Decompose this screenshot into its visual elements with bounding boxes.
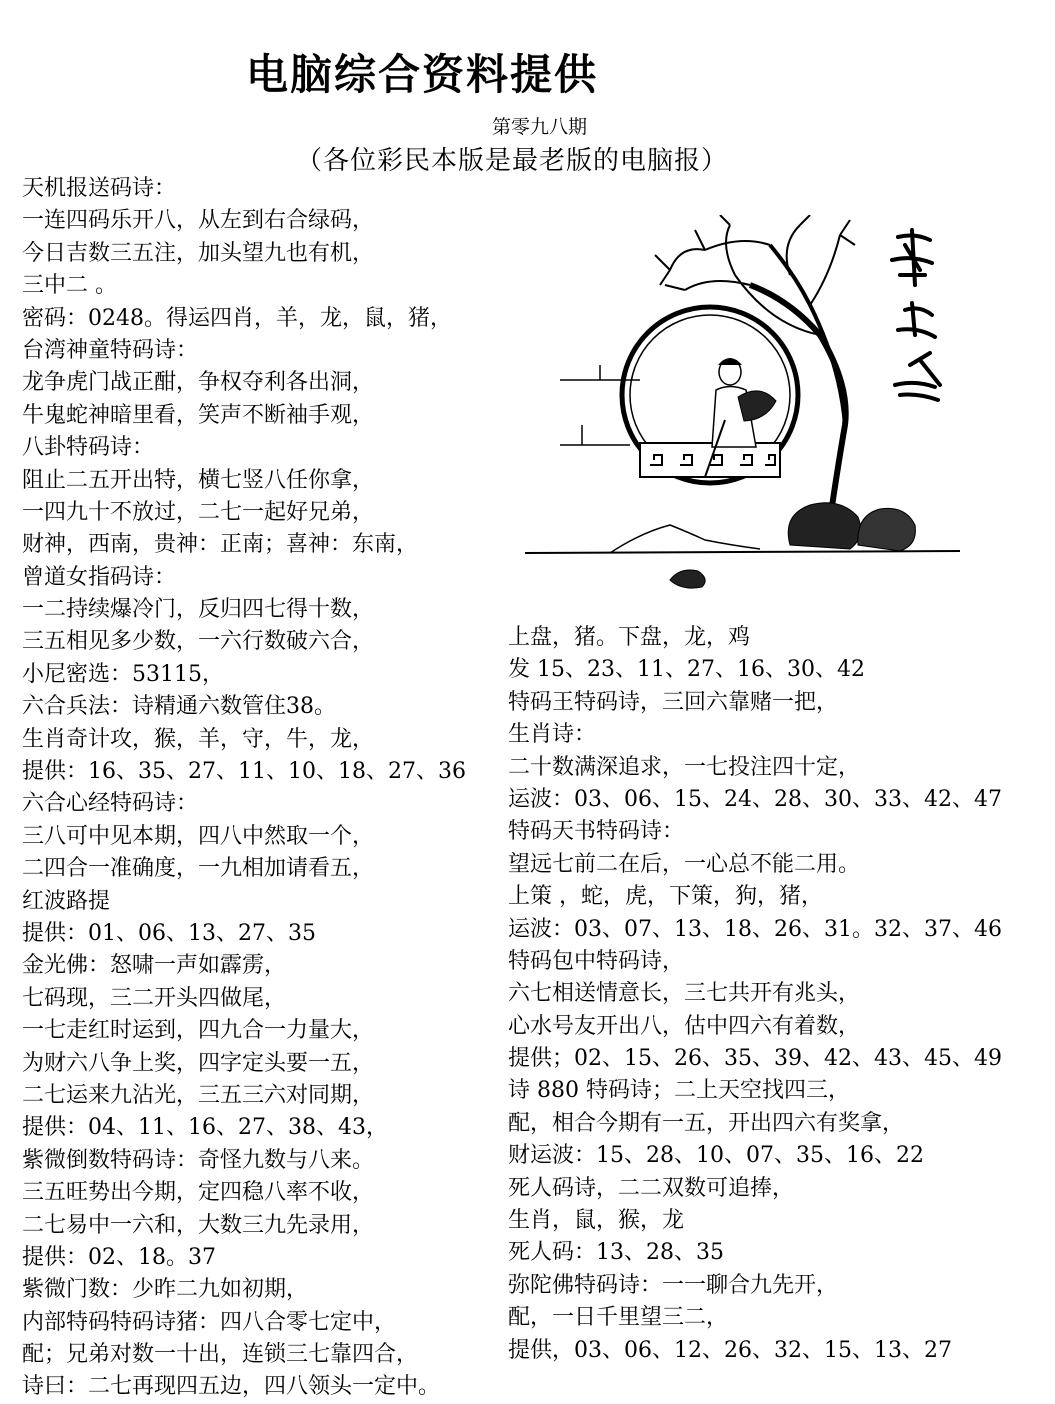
text-line: 三中二 。 bbox=[22, 273, 117, 299]
ink-drawing-illustration bbox=[520, 215, 960, 615]
text-line: 金光佛：怒啸一声如霹雳， bbox=[22, 953, 287, 979]
text-line: 望远七前二在后，一心总不能二用。 bbox=[508, 851, 861, 877]
text-line: 提供：02、18。37 bbox=[22, 1244, 216, 1270]
text-line: 牛鬼蛇神暗里看，笑声不断袖手观， bbox=[22, 402, 375, 428]
text-line: 台湾神童特码诗： bbox=[22, 337, 199, 363]
text-line: 天机报送码诗： bbox=[22, 176, 177, 201]
text-line: 死人码：13、28、35 bbox=[508, 1240, 724, 1266]
text-line: 诗 880 特码诗；二上天空找四三， bbox=[508, 1078, 850, 1104]
text-line: 二七易中一六和，大数三九先录用， bbox=[22, 1212, 375, 1238]
issue-number: 第零九八期 bbox=[492, 116, 588, 138]
text-line: 配，一日千里望三二， bbox=[508, 1305, 729, 1331]
text-line: 提供：04、11、16、27、38、43， bbox=[22, 1115, 388, 1141]
text-line: 一连四码乐开八，从左到右合绿码， bbox=[22, 208, 375, 234]
text-line: 阻止二五开出特，横七竖八任你拿， bbox=[22, 467, 375, 493]
text-line: 六合兵法：诗精通六数管住38。 bbox=[22, 694, 336, 720]
text-line: 上盘，猪。下盘，龙，鸡 bbox=[508, 625, 751, 650]
text-line: 配，相合今期有一五，开出四六有奖拿， bbox=[508, 1110, 905, 1136]
calligraphy-signature-icon bbox=[892, 230, 940, 400]
text-line: 特码天书特码诗： bbox=[508, 819, 685, 845]
text-line: 特码王特码诗，三回六靠赌一把， bbox=[508, 689, 839, 715]
page-title: 电脑综合资料提供 bbox=[246, 50, 599, 99]
text-line: 生肖，鼠，猴，龙 bbox=[508, 1208, 685, 1234]
text-line: 八卦特码诗： bbox=[22, 435, 155, 461]
text-line: 特码包中特码诗， bbox=[508, 948, 685, 974]
right-column bbox=[508, 622, 1048, 1367]
text-line: 发 15、23、11、27、16、30、42 bbox=[508, 657, 865, 683]
text-line: 七码现，三二开头四做尾， bbox=[22, 985, 287, 1011]
subtitle: （各位彩民本版是最老版的电脑报） bbox=[296, 146, 729, 176]
text-line: 三五相见多少数，一六行数破六合， bbox=[22, 629, 375, 655]
text-line: 一七走红时运到，四九合一力量大， bbox=[22, 1018, 375, 1044]
text-line: 一二持续爆冷门，反归四七得十数， bbox=[22, 597, 375, 623]
text-line: 死人码诗，二二双数可追捧， bbox=[508, 1175, 795, 1201]
hill-outline bbox=[610, 525, 760, 553]
text-line: 紫微倒数特码诗：奇怪九数与八来。 bbox=[22, 1147, 375, 1173]
text-line: 红波路提 bbox=[22, 888, 111, 914]
text-line: 一四九十不放过，二七一起好兄弟， bbox=[22, 499, 375, 525]
text-line: 六七相送情意长，三七共开有兆头， bbox=[508, 981, 861, 1007]
text-line: 生肖奇计攻，猴，羊，守，牛，龙， bbox=[22, 726, 375, 752]
text-line: 曾道女指码诗： bbox=[22, 564, 177, 590]
text-line: 运波：03、07、13、18、26、31。32、37、46 bbox=[508, 916, 1002, 942]
rocks bbox=[670, 503, 915, 588]
text-line: 为财六八争上奖，四字定头要一五， bbox=[22, 1050, 375, 1076]
text-line: 三五旺势出今期，定四稳八率不收， bbox=[22, 1180, 375, 1206]
text-line: 财运波：15、28、10、07、35、16、22 bbox=[508, 1143, 924, 1169]
text-line: 三八可中见本期，四八中然取一个， bbox=[22, 823, 375, 849]
text-line: 心水号友开出八，估中四六有着数， bbox=[508, 1013, 861, 1039]
text-line: 二七运来九沾光，三五三六对同期， bbox=[22, 1082, 375, 1108]
ground-line bbox=[525, 551, 960, 553]
text-line: 二四合一准确度，一九相加请看五， bbox=[22, 856, 375, 882]
text-line: 弥陀佛特码诗：一一聊合九先开， bbox=[508, 1272, 839, 1298]
text-line: 诗曰：二七再现四五边，四八领头一定中。 bbox=[22, 1374, 441, 1400]
text-line: 提供；02、15、26、35、39、42、43、45、49 bbox=[508, 1046, 1002, 1072]
text-line: 配；兄弟对数一十出，连锁三七靠四合， bbox=[22, 1342, 419, 1368]
text-line: 今日吉数三五注，加头望九也有机， bbox=[22, 240, 375, 266]
text-line: 紫微门数：少昨二九如初期， bbox=[22, 1277, 309, 1303]
text-line: 密码：0248。得运四肖，羊，龙，鼠，猪， bbox=[22, 305, 452, 331]
text-line: 上策 ，蛇，虎，下策，狗，猪， bbox=[508, 884, 823, 910]
text-line: 龙争虎门战正酣，争权夺利各出洞， bbox=[22, 370, 375, 396]
text-line: 六合心经特码诗： bbox=[22, 791, 199, 817]
text-line: 提供：01、06、13、27、35 bbox=[22, 920, 316, 946]
text-line: 财神，西南，贵神：正南；喜神：东南， bbox=[22, 532, 419, 558]
text-line: 生肖诗： bbox=[508, 722, 597, 748]
text-line: 提供，03、06、12、26、32、15、13、27 bbox=[508, 1337, 952, 1363]
left-column bbox=[22, 173, 492, 1404]
text-line: 内部特码特码诗猪：四八合零七定中， bbox=[22, 1309, 397, 1335]
text-line: 提供：16、35、27、11、10、18、27、36 bbox=[22, 759, 466, 785]
fan-icon bbox=[738, 391, 776, 421]
text-line: 运波：03、06、15、24、28、30、33、42、47 bbox=[508, 786, 1002, 812]
text-line: 小尼密选：53115， bbox=[22, 661, 224, 687]
text-line: 二十数满深追求，一七投注四十定， bbox=[508, 754, 861, 780]
